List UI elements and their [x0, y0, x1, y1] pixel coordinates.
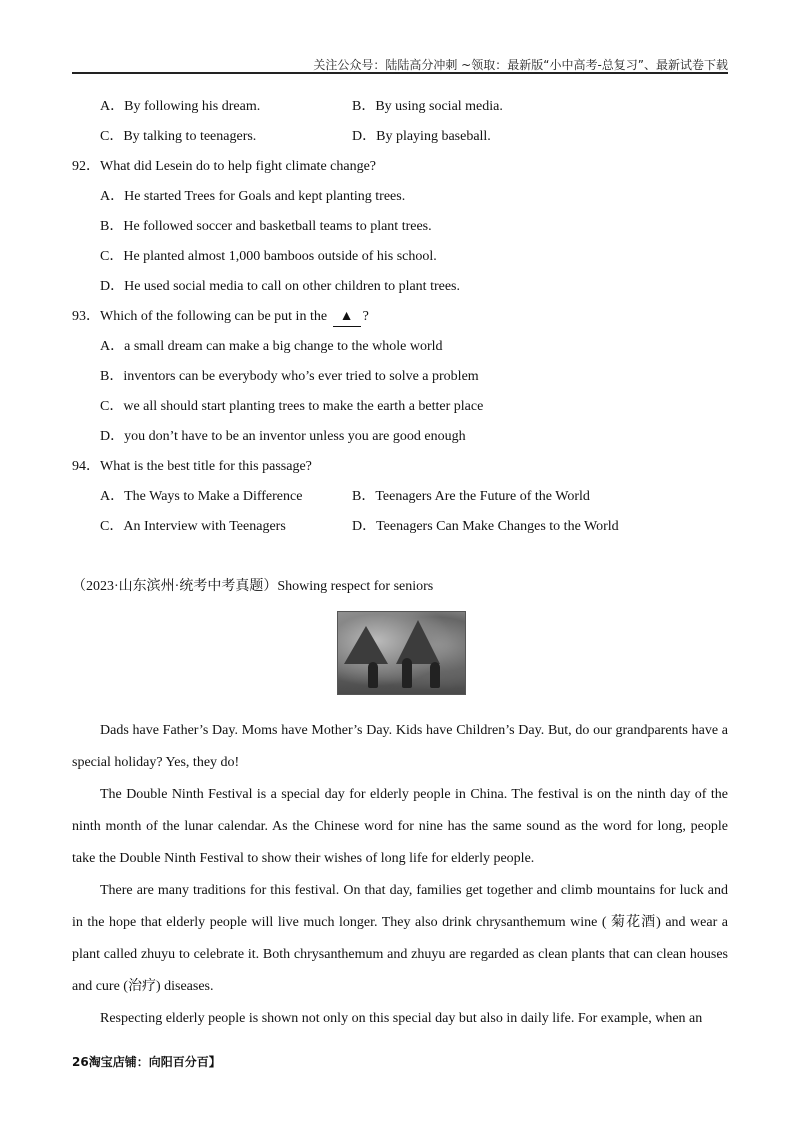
q91-option-b: B．By using social media.: [352, 99, 503, 114]
q91-option-c: C．By talking to teenagers.: [100, 129, 257, 144]
passage-paragraph: Dads have Father’s Day. Moms have Mother’s Day. Kids have Children’s Day. But, do our grandparents have a special holiday? Yes, they do!: [72, 723, 728, 770]
q94-option-d: D．Teenagers Can Make Changes to the World: [352, 519, 619, 534]
q93-stem: [72, 308, 369, 327]
q92-option-d: D．He used social media to call on other children to plant trees.: [100, 279, 461, 294]
q94-option-c: C．An Interview with Teenagers: [100, 519, 286, 534]
passage-illustration: [337, 611, 466, 695]
q92-option-a: A．He started Trees for Goals and kept planting trees.: [100, 189, 406, 204]
q91-option-a: A．By following his dream.: [100, 99, 261, 114]
mountain-shape: [396, 620, 440, 664]
q91-option-d: D．By playing baseball.: [352, 129, 491, 144]
passage-paragraph: There are many traditions for this festival. On that day, families get together and climb mountains for luck and in the hope that elderly people will live much longer. They also drink chrysanthemum wine ( 菊花酒) and wear a plant called zhuyu to celebrate it. Both chrysanthemum and zhuyu are regarded as clean plants that can clean houses and cure (治疗) diseases.: [72, 883, 728, 994]
q93-option-a: A．a small dream can make a big change to the whole world: [100, 339, 443, 354]
q93-option-c: C．we all should start planting trees to make the earth a better place: [100, 399, 484, 414]
header-divider: [72, 72, 728, 74]
q93-stem-suffix: ?: [362, 309, 369, 324]
passage-paragraph: Respecting elderly people is shown not only on this special day but also in daily life. For example, when an: [100, 1011, 703, 1026]
q92-stem: 92．What did Lesein do to help fight climate change?: [72, 159, 377, 174]
page-footer: 26淘宝店铺：向阳百分百】: [72, 1055, 221, 1069]
q93-option-b: B．inventors can be everybody who’s ever tried to solve a problem: [100, 369, 479, 384]
q93-blank-marker: ▲: [333, 308, 361, 327]
person-figure: [402, 658, 412, 688]
q93-stem-prefix: 93．Which of the following can be put in the: [72, 309, 328, 324]
q94-stem: 94．What is the best title for this passage?: [72, 459, 312, 474]
page-header: 关注公众号：陆陆高分冲刺 ~领取：最新版“小中高考-总复习”、最新试卷下载: [313, 58, 728, 72]
q94-option-b: B．Teenagers Are the Future of the World: [352, 489, 590, 504]
person-figure: [368, 662, 378, 688]
q93-option-d: D．you don’t have to be an inventor unless you are good enough: [100, 429, 466, 444]
mountain-shape: [344, 626, 388, 664]
person-figure: [430, 662, 440, 688]
passage-paragraph: The Double Ninth Festival is a special day for elderly people in China. The festival is on the ninth day of the ninth month of the lunar calendar. As the Chinese word for nine has the same sound as the word for long, people take the Double Ninth Festival to show their wishes of long life for elderly people.: [72, 787, 728, 866]
q92-option-b: B．He followed soccer and basketball teams to plant trees.: [100, 219, 432, 234]
passage-source-title: （2023·山东滨州·统考中考真题）Showing respect for seniors: [72, 579, 434, 594]
q94-option-a: A．The Ways to Make a Difference: [100, 489, 303, 504]
q92-option-c: C．He planted almost 1,000 bamboos outside of his school.: [100, 249, 437, 264]
passage-body: [72, 715, 728, 1035]
